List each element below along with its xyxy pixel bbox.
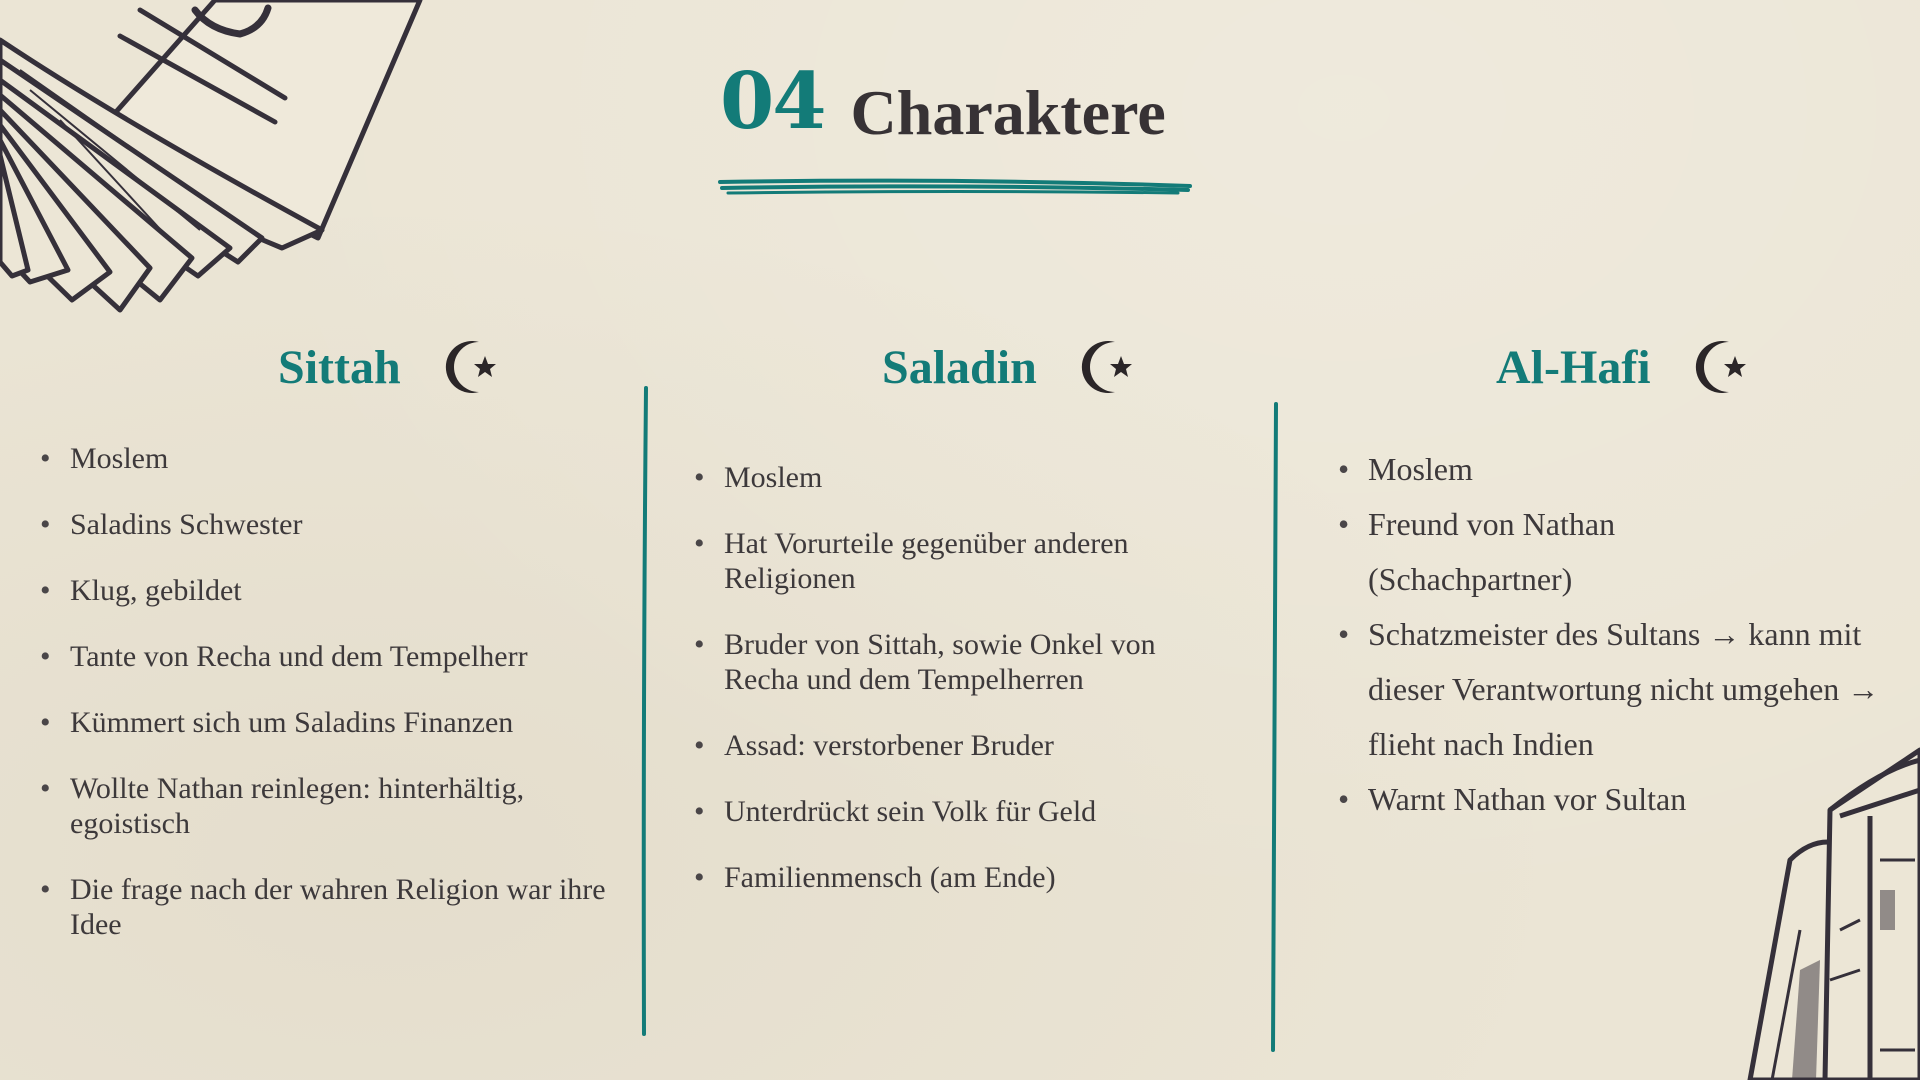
column-header-al-hafi	[1496, 332, 1753, 402]
list-item: • Tante von Recha und dem Tempelherr	[40, 639, 640, 674]
bullet-list-sittah	[40, 441, 640, 973]
column-title: Al-Hafi	[1496, 340, 1651, 394]
slide-title	[720, 56, 1166, 147]
slide-title-text: Charaktere	[850, 77, 1166, 148]
column-title: Saladin	[882, 340, 1037, 394]
title-underline	[718, 176, 1192, 198]
column-header-sittah	[278, 332, 503, 402]
list-item: • Moslem	[1338, 442, 1858, 497]
bullet-list-saladin	[694, 460, 1214, 926]
list-item: • Familienmensch (am Ende)	[694, 860, 1214, 895]
open-book-illustration	[0, 0, 440, 320]
list-item: • Schatzmeister des Sultans → kann mit dieser Verantwortung nicht umgehen → flieht nach Indien	[1338, 607, 1888, 772]
bullet-list-al-hafi	[1338, 442, 1880, 827]
list-item: • Freund von Nathan (Schachpartner)	[1338, 497, 1668, 607]
list-item: • Die frage nach der wahren Religion war ihre Idee	[40, 872, 650, 942]
list-item: • Bruder von Sittah, sowie Onkel von Recha und dem Tempelherren	[694, 627, 1204, 697]
crescent-star-icon	[1691, 336, 1753, 398]
list-item: • Klug, gebildet	[40, 573, 640, 608]
list-item: • Kümmert sich um Saladins Finanzen	[40, 705, 640, 740]
crescent-star-icon	[441, 336, 503, 398]
list-item: • Moslem	[694, 460, 1214, 495]
slide-number: 04	[720, 56, 825, 147]
list-item: • Unterdrückt sein Volk für Geld	[694, 794, 1214, 829]
list-item: • Warnt Nathan vor Sultan	[1338, 772, 1858, 827]
column-divider	[638, 386, 652, 1036]
list-item: • Hat Vorurteile gegenüber anderen Religionen	[694, 526, 1194, 596]
list-item: • Assad: verstorbener Bruder	[694, 728, 1214, 763]
crescent-star-icon	[1077, 336, 1139, 398]
list-item: • Wollte Nathan reinlegen: hinterhältig, egoistisch	[40, 771, 570, 841]
list-item: • Moslem	[40, 441, 640, 476]
column-title: Sittah	[278, 340, 401, 394]
column-divider	[1268, 402, 1282, 1052]
list-item: • Saladins Schwester	[40, 507, 640, 542]
column-header-saladin	[882, 332, 1139, 402]
